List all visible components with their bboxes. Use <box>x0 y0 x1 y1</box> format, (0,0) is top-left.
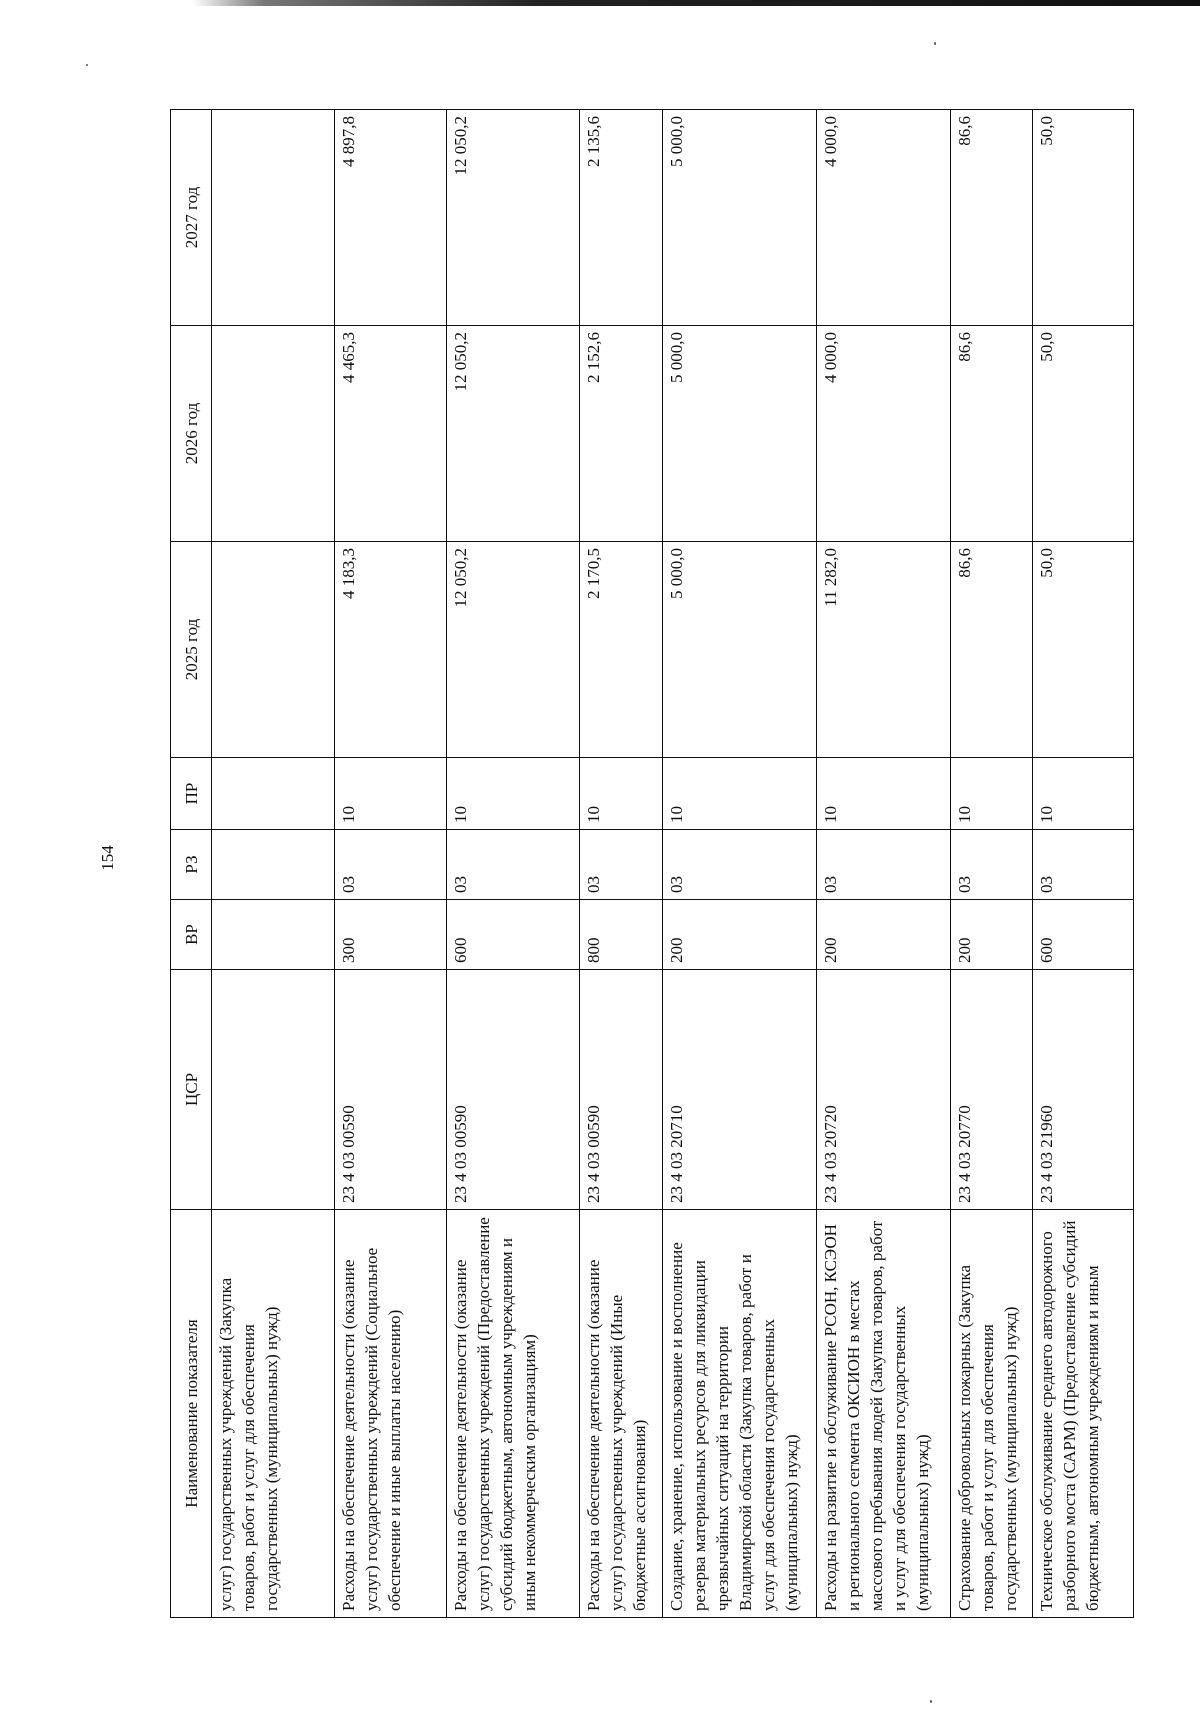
row-csr: 23 4 03 20720 <box>817 970 951 1210</box>
row-pr: 10 <box>446 758 580 830</box>
row-2025 <box>212 542 335 758</box>
row-pr: 10 <box>1033 758 1134 830</box>
row-name: Страхование добровольных пожарных (Закупка товаров, работ и услуг для обеспечения государственных (муниципальных) нужд) <box>950 1210 1032 1618</box>
row-2027: 4 897,8 <box>335 110 446 326</box>
row-vr: 200 <box>817 900 951 970</box>
row-name: Расходы на обеспечение деятельности (оказание услуг) государственных учреждений (Иные бюджетные ассигнования) <box>580 1210 662 1618</box>
row-csr: 23 4 03 20770 <box>950 970 1032 1210</box>
row-rz <box>212 830 335 900</box>
header-2026: 2026 год <box>171 326 212 542</box>
row-rz: 03 <box>950 830 1032 900</box>
row-2025: 2 170,5 <box>580 542 662 758</box>
row-2025: 4 183,3 <box>335 542 446 758</box>
header-2027: 2027 год <box>171 110 212 326</box>
header-rz: РЗ <box>171 830 212 900</box>
table-row <box>335 110 446 1618</box>
row-csr: 23 4 03 20710 <box>662 970 816 1210</box>
row-csr <box>212 970 335 1210</box>
row-2027: 2 135,6 <box>580 110 662 326</box>
table-row <box>662 110 816 1618</box>
table-row <box>212 110 335 1618</box>
row-2027: 86,6 <box>950 110 1032 326</box>
row-name: Техническое обслуживание среднего автодорожного разборного моста (САРМ) (Предоставление субсидий бюджетным, автономным учреждениям и иным <box>1033 1210 1134 1618</box>
row-csr: 23 4 03 00590 <box>446 970 580 1210</box>
header-name: Наименование показателя <box>171 1210 212 1618</box>
row-rz: 03 <box>817 830 951 900</box>
row-name: услуг) государственных учреждений (Закупка товаров, работ и услуг для обеспечения государственных (муниципальных) нужд) <box>212 1210 335 1618</box>
row-pr: 10 <box>335 758 446 830</box>
row-name: Создание, хранение, использование и восполнение резерва материальных ресурсов для ликвидации чрезвычайных ситуаций на территории Владимирской области (Закупка товаров, работ и услуг для обеспечения государственных (муниципальных) нужд) <box>662 1210 816 1618</box>
row-2026: 4 000,0 <box>817 326 951 542</box>
row-vr: 300 <box>335 900 446 970</box>
row-vr <box>212 900 335 970</box>
header-pr: ПР <box>171 758 212 830</box>
row-2026: 4 465,3 <box>335 326 446 542</box>
row-csr: 23 4 03 00590 <box>580 970 662 1210</box>
row-csr: 23 4 03 21960 <box>1033 970 1134 1210</box>
row-2027: 12 050,2 <box>446 110 580 326</box>
scan-speck <box>86 64 88 66</box>
row-2027: 5 000,0 <box>662 110 816 326</box>
table-row <box>817 110 951 1618</box>
table-row <box>950 110 1032 1618</box>
row-2025: 50,0 <box>1033 542 1134 758</box>
budget-table <box>170 109 1134 1618</box>
row-pr <box>212 758 335 830</box>
row-pr: 10 <box>950 758 1032 830</box>
table-header-row <box>171 110 212 1618</box>
row-pr: 10 <box>662 758 816 830</box>
row-2025: 5 000,0 <box>662 542 816 758</box>
table-row <box>580 110 662 1618</box>
row-2026: 86,6 <box>950 326 1032 542</box>
row-rz: 03 <box>446 830 580 900</box>
row-vr: 600 <box>446 900 580 970</box>
budget-table-container <box>170 110 1134 1618</box>
row-2027: 4 000,0 <box>817 110 951 326</box>
scan-edge <box>0 0 1200 6</box>
row-rz: 03 <box>1033 830 1134 900</box>
table-row <box>1033 110 1134 1618</box>
row-2026: 12 050,2 <box>446 326 580 542</box>
row-name: Расходы на обеспечение деятельности (оказание услуг) государственных учреждений (Социальное обеспечение и иные выплаты населению) <box>335 1210 446 1618</box>
scan-speck <box>934 42 936 45</box>
row-2027: 50,0 <box>1033 110 1134 326</box>
row-vr: 600 <box>1033 900 1134 970</box>
row-2026: 5 000,0 <box>662 326 816 542</box>
row-csr: 23 4 03 00590 <box>335 970 446 1210</box>
row-vr: 200 <box>662 900 816 970</box>
row-name: Расходы на развитие и обслуживание РСОН, КСЭОН и регионального сегмента ОКСИОН в местах массового пребывания людей (Закупка товаров, работ и услуг для обеспечения государственных (муниципальных) нужд) <box>817 1210 951 1618</box>
row-2025: 11 282,0 <box>817 542 951 758</box>
header-csr: ЦСР <box>171 970 212 1210</box>
row-vr: 200 <box>950 900 1032 970</box>
row-vr: 800 <box>580 900 662 970</box>
header-2025: 2025 год <box>171 542 212 758</box>
header-vr: ВР <box>171 900 212 970</box>
row-rz: 03 <box>662 830 816 900</box>
row-pr: 10 <box>817 758 951 830</box>
scan-speck <box>930 1700 932 1703</box>
table-row <box>446 110 580 1618</box>
row-2026 <box>212 326 335 542</box>
row-rz: 03 <box>580 830 662 900</box>
row-name: Расходы на обеспечение деятельности (оказание услуг) государственных учреждений (Предоставление субсидий бюджетным, автономным учреждениям и иным некоммерческим организациям) <box>446 1210 580 1618</box>
page-number: 154 <box>98 845 117 871</box>
row-2025: 12 050,2 <box>446 542 580 758</box>
row-pr: 10 <box>580 758 662 830</box>
row-2025: 86,6 <box>950 542 1032 758</box>
row-rz: 03 <box>335 830 446 900</box>
row-2026: 50,0 <box>1033 326 1134 542</box>
row-2026: 2 152,6 <box>580 326 662 542</box>
row-2027 <box>212 110 335 326</box>
